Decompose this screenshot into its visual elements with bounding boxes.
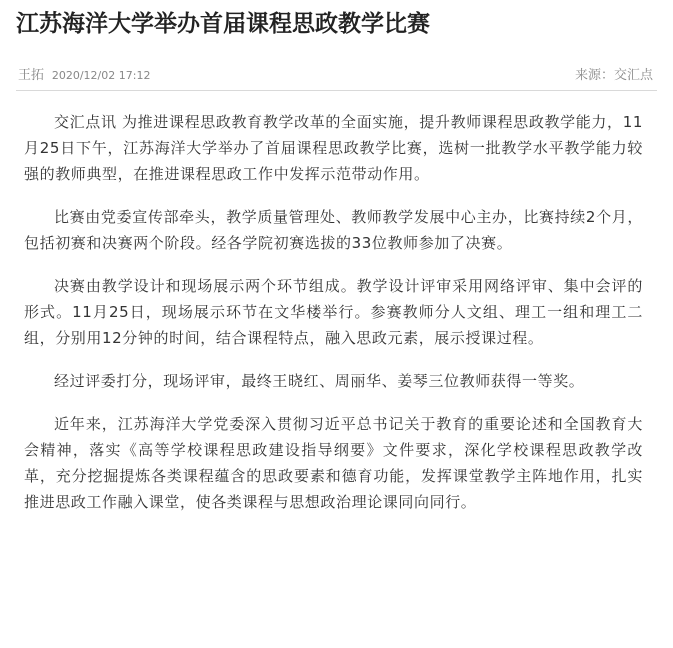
byline [18, 64, 154, 83]
paragraph: 决赛由教学设计和现场展示两个环节组成。教学设计评审采用网络评审、集中会评的形式。11月25日，现场展示环节在文华楼举行。参赛教师分人文组、理工一组和理工二组，分别用12分钟的时间，结合课程特点，融入思政元素，展示授课过程。 [24, 277, 643, 347]
article-title: 江苏海洋大学举办首届课程思政教学比赛 [16, 11, 430, 37]
article-source: 来源：交汇点 [574, 67, 653, 83]
paragraph: 比赛由党委宣传部牵头，教学质量管理处、教师教学发展中心主办，比赛持续2个月，包括初赛和决赛两个阶段。经各学院初赛选拔的33位教师参加了决赛。 [24, 208, 643, 252]
author-name: 王拓 [18, 67, 45, 83]
paragraph: 交汇点讯 为推进课程思政教育教学改革的全面实施，提升教师课程思政教学能力，11月25日下午，江苏海洋大学举办了首届课程思政教学比赛，选树一批教学水平教学能力较强的教师典型，在推进课程思政工作中发挥示范带动作用。 [24, 113, 643, 183]
article-meta [16, 62, 657, 84]
paragraph: 经过评委打分，现场评审，最终王晓红、周丽华、姜琴三位教师获得一等奖。 [54, 372, 585, 390]
paragraph: 近年来，江苏海洋大学党委深入贯彻习近平总书记关于教育的重要论述和全国教育大会精神，落实《高等学校课程思政建设指导纲要》文件要求，深化学校课程思政教学改革，充分挖掘提炼各类课程蕴含的思政要素和德育功能，发挥课堂教学主阵地作用，扎实推进思政工作融入课堂，使各类课程与思想政治理论课同向同行。 [24, 415, 643, 511]
publish-datetime: 2020/12/02 17:12 [51, 68, 151, 82]
article-body [16, 91, 657, 515]
